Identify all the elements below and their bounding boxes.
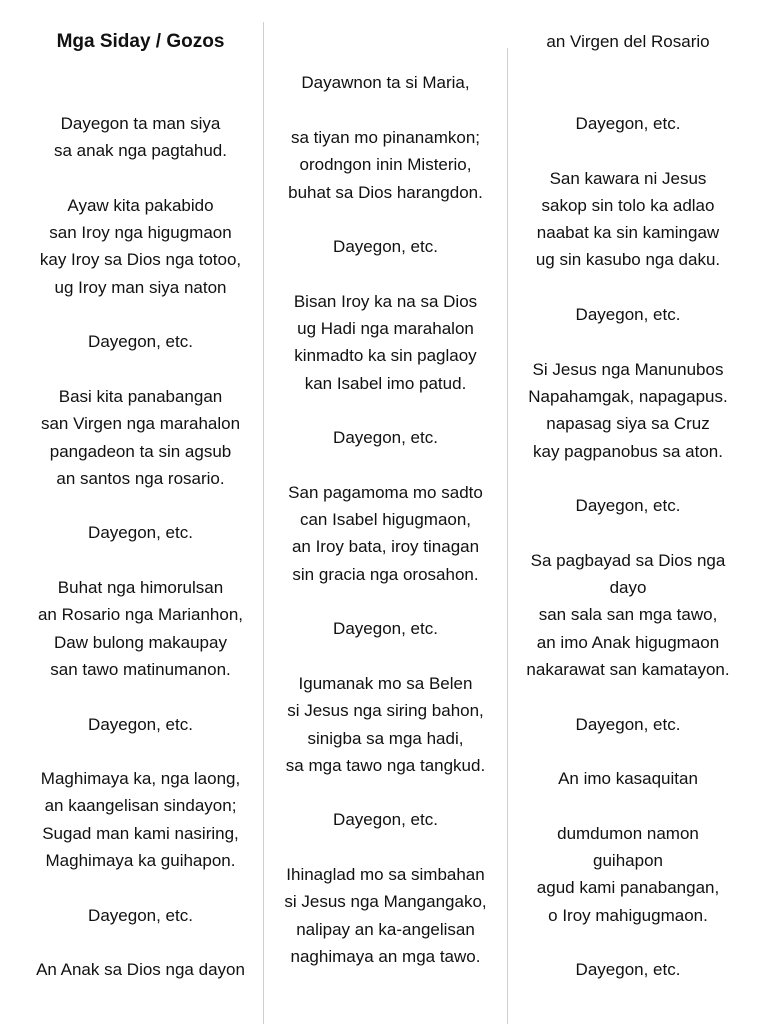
verse-line: Dayegon, etc. bbox=[575, 305, 681, 324]
verse-line: Maghimaya ka, nga laong, bbox=[40, 769, 241, 789]
verse-line: ug Hadi nga marahalon bbox=[297, 319, 474, 338]
verse-line: an Virgen del Rosario bbox=[546, 32, 710, 51]
verse-line: si Jesus nga Mangangako, bbox=[284, 892, 487, 912]
verse-line: Igumanak mo sa Belen bbox=[298, 673, 473, 693]
verse-line: Dayegon, etc. bbox=[333, 810, 438, 830]
verse-line: San kawara ni Jesus bbox=[549, 168, 707, 188]
verse-line: Dayegon, etc. bbox=[333, 237, 438, 257]
verse-line: kinmadto ka sin paglaoy bbox=[294, 346, 477, 366]
verse-line: san Iroy nga higugmaon bbox=[49, 223, 232, 243]
verse-line: naabat ka sin kamingaw bbox=[536, 223, 720, 243]
verse-line: Si Jesus nga Manunubos bbox=[532, 359, 724, 379]
verse-line: Dayegon, etc. bbox=[333, 428, 438, 448]
verse-line: an Rosario nga Marianhon, bbox=[37, 605, 244, 625]
verse-line: Ayaw kita pakabido bbox=[67, 195, 214, 215]
verse-line: Dayegon, etc. bbox=[575, 714, 681, 734]
verse-line: kay pagpanobus sa aton. bbox=[533, 441, 723, 461]
verse-line: buhat sa Dios harangdon. bbox=[288, 182, 483, 202]
verse-line: An Anak sa Dios nga dayon bbox=[36, 960, 245, 980]
verse-line: Dayawnon ta si Maria, bbox=[301, 73, 470, 93]
verse-line: ug Iroy man siya naton bbox=[54, 277, 227, 297]
verse-line: Maghimaya ka guihapon. bbox=[45, 851, 236, 870]
verse-line: Basi kita panabangan bbox=[58, 386, 223, 406]
verse-line: an imo Anak higugmaon bbox=[536, 632, 720, 652]
verse-line: orodngon inin Misterio, bbox=[299, 155, 472, 175]
page-title: Mga Siday / Gozos bbox=[56, 31, 225, 52]
verse-line: Sa pagbayad sa Dios nga bbox=[530, 550, 726, 570]
verse-line: Daw bulong makaupay bbox=[54, 632, 227, 652]
verse-line: Dayegon, etc. bbox=[575, 496, 681, 516]
verse-line: an santos nga rosario. bbox=[56, 468, 225, 488]
verse-line: o Iroy mahigugmaon. bbox=[548, 905, 708, 925]
verse-line: Dayegon, etc. bbox=[88, 523, 193, 543]
verse-line: Dayegon, etc. bbox=[333, 619, 438, 639]
verse-line: San pagamoma mo sadto bbox=[288, 482, 483, 502]
verse-line: Dayegon, etc. bbox=[88, 714, 193, 734]
verse-line: dayo bbox=[609, 578, 647, 597]
verse-line: An imo kasaquitan bbox=[558, 769, 698, 789]
verse-line: Ihinaglad mo sa simbahan bbox=[286, 865, 485, 884]
verse-line: Dayegon ta man siya bbox=[60, 113, 221, 133]
verse-line: kan Isabel imo patud. bbox=[304, 373, 467, 393]
verse-line: sa mga tawo nga tangkud. bbox=[285, 755, 486, 775]
verse-line: Bisan Iroy ka na sa Dios bbox=[293, 291, 478, 311]
verse-line: sakop sin tolo ka adlao bbox=[541, 195, 715, 215]
verse-line: Buhat nga himorulsan bbox=[57, 578, 224, 597]
verse-line: san Virgen nga marahalon bbox=[40, 414, 241, 434]
verse-line: sa tiyan mo pinanamkon; bbox=[291, 127, 480, 147]
verse-line: kay Iroy sa Dios nga totoo, bbox=[39, 250, 242, 270]
verse-line: an kaangelisan sindayon; bbox=[44, 796, 237, 816]
verse-line: agud kami panabangan, bbox=[536, 878, 720, 898]
verse-line: si Jesus nga siring bahon, bbox=[287, 701, 484, 721]
verse-line: san sala san mga tawo, bbox=[538, 605, 718, 625]
verse-line: Dayegon, etc. bbox=[575, 113, 681, 133]
verse-line: sinigba sa mga hadi, bbox=[307, 728, 464, 748]
verse-line: Dayegon, etc. bbox=[88, 332, 193, 352]
verse-line: Dayegon, etc. bbox=[575, 960, 681, 980]
verse-line: nakarawat san kamatayon. bbox=[526, 659, 730, 679]
verse-line: an Iroy bata, iroy tinagan bbox=[291, 537, 480, 557]
verse-line: napasag siya sa Cruz bbox=[546, 414, 710, 434]
verse-line: Dayegon, etc. bbox=[88, 905, 193, 925]
verse-line: ug sin kasubo nga daku. bbox=[535, 250, 721, 270]
verse-line: Sugad man kami nasiring, bbox=[42, 823, 239, 843]
verse-line: sin gracia nga orosahon. bbox=[292, 564, 479, 584]
verse-line: nalipay an ka-angelisan bbox=[296, 919, 475, 939]
verse-line: guihapon bbox=[593, 851, 663, 870]
verse-line: dumdumon namon bbox=[557, 823, 699, 843]
verse-line: can Isabel higugmaon, bbox=[299, 510, 472, 530]
verse-line: san tawo matinumanon. bbox=[50, 659, 231, 679]
verse-line: Napahamgak, napagapus. bbox=[528, 386, 728, 406]
verse-line: sa anak nga pagtahud. bbox=[54, 141, 227, 161]
verse-line: naghimaya an mga tawo. bbox=[290, 946, 481, 966]
verse-line: pangadeon ta sin agsub bbox=[49, 441, 232, 461]
